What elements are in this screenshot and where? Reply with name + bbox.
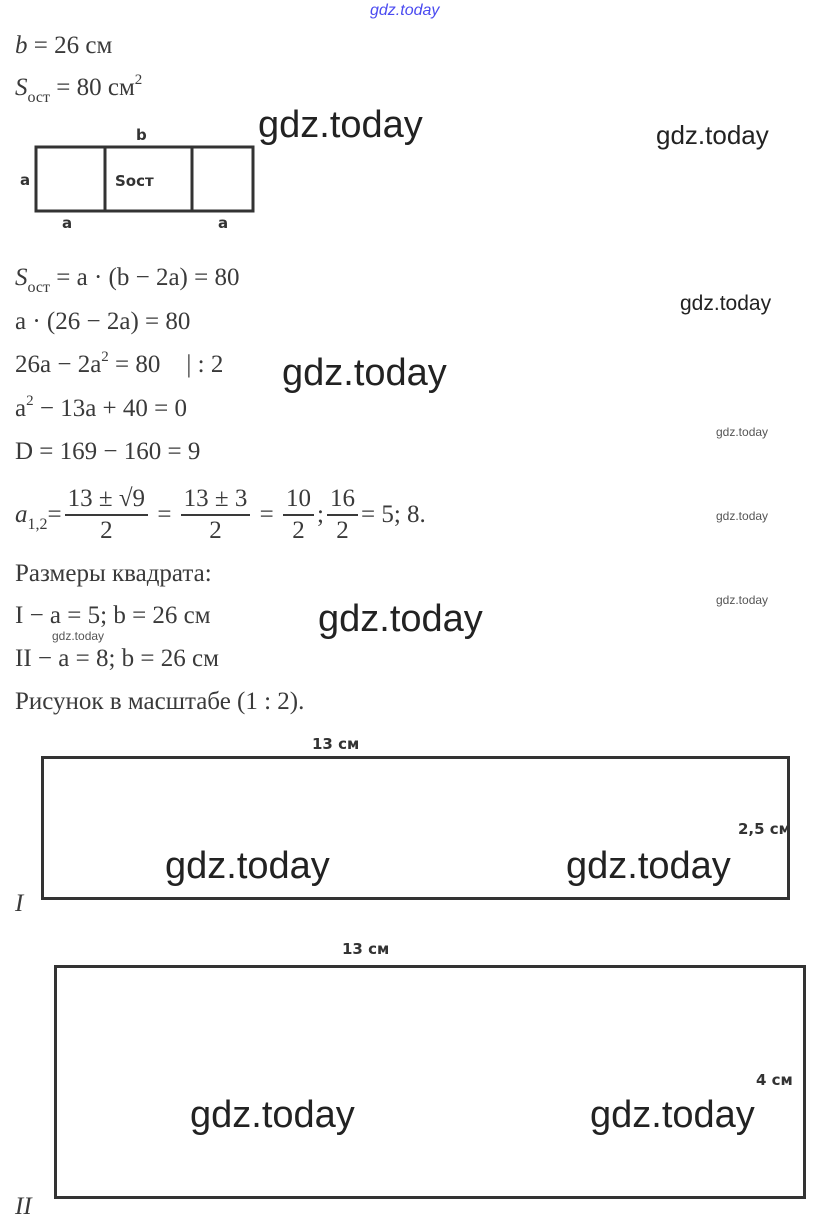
- given-s: $S_{ост} = 80$ $см^2$: [15, 72, 143, 106]
- watermark: gdz.today: [190, 1094, 355, 1136]
- fraction-1: $\frac{13 \pm √9}{2}$: [65, 484, 148, 546]
- watermark: gdz.today: [258, 104, 423, 146]
- solution-line-1: $S_{ост} = a \cdot (b - 2a) = 80$: [15, 264, 240, 296]
- sketch-label-a-bottom-right: a: [218, 214, 229, 232]
- watermark-top: gdz.today: [370, 2, 440, 19]
- given-b: b = 26 см: [15, 32, 113, 59]
- watermark: gdz.today: [680, 292, 772, 315]
- fraction-3: $\frac{10}{2}$: [283, 484, 314, 546]
- fraction-4: $\frac{16}{2}$: [327, 484, 358, 546]
- sketch-label-b: b: [136, 126, 147, 144]
- sizes-heading: Размеры квадрата:: [15, 560, 212, 587]
- figure1-top-label: 13 см: [312, 735, 360, 753]
- figure2-roman: II: [15, 1193, 32, 1220]
- watermark: gdz.today: [566, 845, 731, 887]
- figure1-side-label: 2,5 см: [738, 820, 791, 838]
- case-1: I − a = 5; b = 26 см: [15, 602, 211, 629]
- figure2-side-label: 4 см: [756, 1071, 793, 1089]
- figure1-roman: I: [15, 890, 24, 917]
- solution-line-6: $a_{1,2}$ = $\frac{13 \pm √9}{2}$ = $\frac{13 \pm 3}{2}$ = $\frac{10}{2}$ ; $\frac{16}{2}$ = 5; 8.: [15, 485, 426, 544]
- solution-line-3: $26a - 2a^2 = 80$ | : 2: [15, 349, 224, 378]
- sketch-label-center: Sост: [115, 172, 154, 190]
- watermark: gdz.today: [656, 120, 769, 150]
- solution-line-4: $a^2 - 13a + 40 = 0$: [15, 393, 188, 422]
- solution-line-2: a · (26 − 2a) = 80: [15, 308, 191, 335]
- watermark: gdz.today: [282, 352, 447, 394]
- figure2-rectangle: [54, 965, 806, 1199]
- scale-note: Рисунок в масштабе (1 : 2).: [15, 688, 305, 715]
- sketch-label-a-bottom-left: a: [62, 214, 73, 232]
- watermark: gdz.today: [52, 629, 105, 643]
- case-2: II − a = 8; b = 26 см: [15, 645, 219, 672]
- watermark: gdz.today: [716, 425, 769, 439]
- sketch-label-a-left: a: [20, 171, 31, 189]
- watermark: gdz.today: [318, 598, 483, 640]
- fraction-2: $\frac{13 \pm 3}{2}$: [181, 484, 251, 546]
- watermark: gdz.today: [590, 1094, 755, 1136]
- watermark: gdz.today: [716, 509, 769, 523]
- watermark: gdz.today: [165, 845, 330, 887]
- figure2-top-label: 13 см: [342, 940, 390, 958]
- watermark: gdz.today: [716, 593, 769, 607]
- solution-line-5: D = 169 − 160 = 9: [15, 438, 201, 465]
